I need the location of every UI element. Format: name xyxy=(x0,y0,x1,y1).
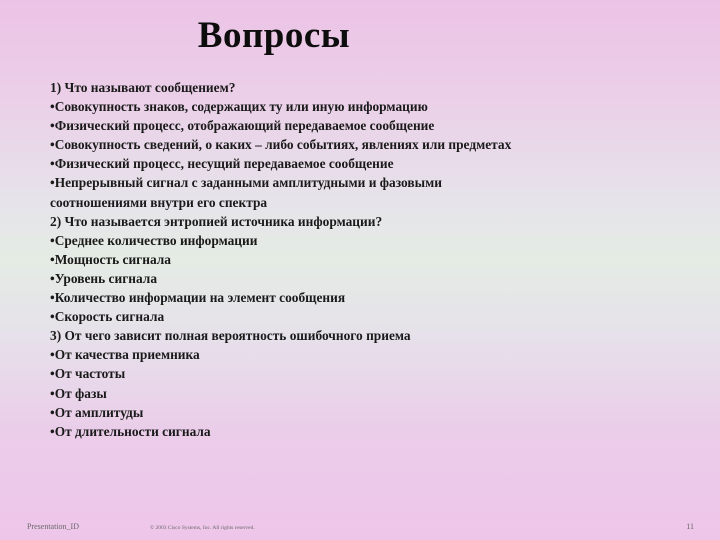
list-item: соотношениями внутри его спектра xyxy=(50,194,268,210)
list-item: 3) От чего зависит полная вероятность ошибочного приема xyxy=(50,328,411,344)
list-item: •Уровень сигнала xyxy=(50,270,158,286)
list-item: •Количество информации на элемент сообщения xyxy=(50,290,346,306)
footer-copyright: © 2003 Cisco Systems, Inc. All rights reserved. xyxy=(150,525,255,531)
list-item: •От длительности сигнала xyxy=(50,423,211,439)
list-item: •От фазы xyxy=(50,385,107,401)
list-item: •Среднее количество информации xyxy=(50,232,258,248)
list-item: •Совокупность сведений, о каких – либо событиях, явлениях или предметах xyxy=(50,137,512,153)
slide-title: Вопросы xyxy=(197,15,351,56)
list-item: 1) Что называют сообщением? xyxy=(50,80,236,95)
footer-presentation-id: Presentation_ID xyxy=(27,522,79,531)
page-number: 11 xyxy=(686,522,694,531)
list-item: •Непрерывный сигнал с заданными амплитудными и фазовыми xyxy=(50,175,442,191)
list-item: •Совокупность знаков, содержащих ту или иную информацию xyxy=(50,99,428,115)
list-item: •Мощность сигнала xyxy=(50,251,171,267)
question-list xyxy=(50,78,650,441)
list-item: •Скорость сигнала xyxy=(50,309,165,325)
list-item: •От частоты xyxy=(50,366,126,382)
list-item: •Физический процесс, отображающий передаваемое сообщение xyxy=(50,118,435,134)
list-item: •Физический процесс, несущий передаваемое сообщение xyxy=(50,156,394,172)
list-item: 2) Что называется энтропией источника информации? xyxy=(50,213,383,229)
list-item: •От качества приемника xyxy=(50,347,200,363)
list-item: •От амплитуды xyxy=(50,404,144,420)
